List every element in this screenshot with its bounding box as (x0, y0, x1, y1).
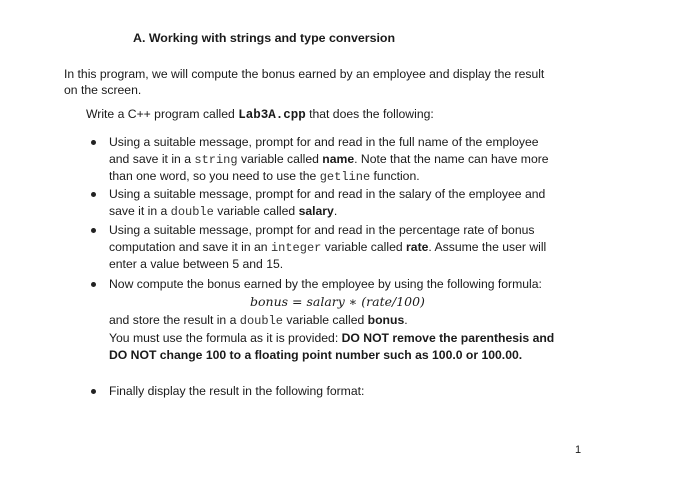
write-line: Write a C++ program called Lab3A.cpp that does the following: (86, 107, 434, 122)
bullet1-line-3: than one word, so you need to use the getline function. (109, 169, 420, 184)
bullet-dot (91, 389, 96, 394)
bullet-dot (91, 282, 96, 287)
bullet1-line-1: Using a suitable message, prompt for and read in the full name of the employee (109, 135, 539, 149)
bullet3-line-2: computation and save it in an integer variable called rate. Assume the user will (109, 240, 547, 255)
bonus-formula: bonus = salary ∗ (rate/100) (250, 294, 425, 309)
bullet2-line-1: Using a suitable message, prompt for and read in the salary of the employee and (109, 187, 546, 201)
bullet4-line-1: Now compute the bonus earned by the employee by using the following formula: (109, 277, 542, 291)
intro-line-1: In this program, we will compute the bonus earned by an employee and display the result (64, 67, 545, 81)
filename: Lab3A.cpp (238, 108, 306, 122)
bullet4-line-4: You must use the formula as it is provided: DO NOT remove the parenthesis and (109, 331, 555, 345)
bullet-dot (91, 228, 96, 233)
bullet-dot (91, 192, 96, 197)
bullet3-line-1: Using a suitable message, prompt for and read in the percentage rate of bonus (109, 223, 535, 237)
bullet4-line-3: and store the result in a double variable called bonus. (109, 313, 408, 328)
bullet3-line-3: enter a value between 5 and 15. (109, 257, 284, 271)
bullet-dot (91, 140, 96, 145)
section-heading: A. Working with strings and type conversion (133, 31, 396, 45)
page-number: 1 (575, 444, 582, 456)
bullet2-line-2: save it in a double variable called salary. (109, 204, 338, 219)
bullet5-line-1: Finally display the result in the following format: (109, 384, 365, 398)
intro-line-2: on the screen. (64, 83, 142, 97)
bullet1-line-2: and save it in a string variable called name. Note that the name can have more (109, 152, 549, 167)
bullet4-line-5: DO NOT change 100 to a floating point number such as 100.0 or 100.00. (109, 348, 523, 362)
